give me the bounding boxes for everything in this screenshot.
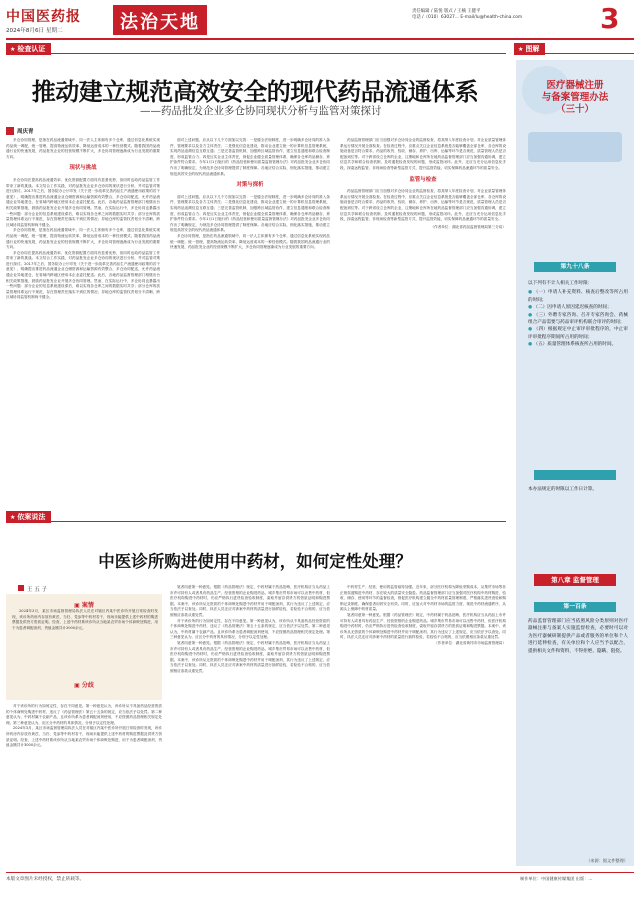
article-item-text: （一）申请人补充资料、核查后整改等所占用的时间； — [528, 290, 629, 303]
section-bar — [6, 44, 506, 54]
case-text — [12, 609, 158, 631]
section-tag — [6, 511, 51, 523]
section-tag — [6, 43, 51, 55]
star-icon: ★ — [10, 46, 16, 53]
bullet-icon: ● — [528, 327, 534, 333]
case-label — [6, 600, 162, 609]
case-affiliation: （作者单位：湖北省黄冈市市场监督管理局） — [434, 640, 506, 645]
paragraph: 药品监督管理部门应当加强对多仓协同企业的监督检查，将其纳入年度检查计划，对企业质量管理体系运行情况开展全面检查。在检查过程中，应重点关注企业信息系统是否能够覆盖全部仓库，各仓库的设施设备是否符合要求，药品的收货、验收、储存、养护、出库、运输等环节是否规范，质量管理人员是否配备到位等。对于跨省设立仓库的企业，注册地和仓库所在地药品监督管理部门应当加强沟通协调，建立信息共享和联合检查机制，及时通报检查发现的问题，形成监管闭环。此外，还应当充分运用信息化手段，探索远程监管、非现场检查等新型监管方式，提升监管效能，切实保障药品流通环节的质量安全。 — [340, 138, 506, 170]
footer-right: 制作单位：中国健康传媒集团 出版：... — [520, 876, 593, 881]
author-marker — [6, 127, 14, 135]
header-rule — [6, 38, 634, 40]
analysis-label — [6, 680, 162, 689]
article-99-body — [528, 486, 628, 493]
paragraph: 药品监督管理部门应当加强对多仓协同企业的监督检查，将其纳入年度检查计划，对企业质量管理体系运行情况开展全面检查。在检查过程中，应重点关注企业信息系统是否能够覆盖全部仓库，各仓库的设施设备是否符合要求，药品的收货、验收、储存、养护、出库、运输等环节是否规范，质量管理人员是否配备到位等。对于跨省设立仓库的企业，注册地和仓库所在地药品监督管理部门应当加强沟通协调，建立信息共享和联合检查机制，及时通报检查发现的问题，形成监管闭环。此外，还应当充分运用信息化手段，探索远程监管、非现场检查等新型监管方式，提升监管效能，切实保障药品流通环节的质量安全。 — [340, 189, 506, 222]
paragraph: 笔者同意第一种意见。根据《药品管理法》规定，中药材属于药品范畴，医疗机构应当从药品上市许可持有人或者具有药品生产、经营资格的企业购进药品。城乡集市贸易市场可以出售中药材，但医疗机构购进中药材时，仍应严格执行进货检查验收制度，索取并留存供货方的资质证明和购进票据。本案中，该诊所从无资质的个体商贩处购进中药材并用于调配汤剂，其行为违反了上述规定，应当依法予以查处。同时，执法人员还应对涉案中药材的质量进行抽样检验，若检验不合格的，应当依照相应条款从重处罚。 — [170, 585, 330, 617]
article-item-text: （三）外聘专家咨询、召开专家咨询会、药械组合产品需要与药品审评机构联合审评的时间； — [528, 312, 629, 326]
bullet-icon: ● — [528, 290, 534, 296]
author-marker — [18, 585, 24, 591]
poster-title-line: 与备案管理办法 — [541, 92, 609, 103]
paragraph: 多仓协同管理，是指在药品流通领域中，同一法人主体拥有多个仓库，通过信息化系统实现药品统一调配、统一管理，提高物流运转效率、降低运营成本的一种经营模式。随着我国药品流通行业的快速发展，药品批发企业的经营规模不断扩大，多仓协同管理逐渐成为行业发展的重要方向。 — [170, 233, 330, 250]
paragraph: 多仓协同在提高药品流通效率、优化资源配置方面具有显著优势，但同时也给药品监管工作带来了新的挑战。本文结合工作实践，对药品批发企业多仓协同的现状进行分析，并对监管对策进行探讨。2017年之后，国务院办公厅印发《关于进一步改革完善药品生产流通使用政策的若干意见》，明确提出推进药品流通企业仓储资源和运输资源有效整合，多仓协同配送，允许药品流通企业异地建仓，在省域内跨地区使用本企业委托配送。此后，各地药品监督管理部门相继出台相关政策措施，鼓励药品批发企业开展多仓协同管理。然而，在实际运行中，多仓协同也暴露出一些问题：部分企业的信息系统建设滞后，难以实现各仓库之间的数据实时共享；部分仓库的质量管理体系运行不规范，存在管理责任落实不到位的情况；异地仓库的监管权责划分不清晰，跨区域协同监管机制尚不健全。 — [6, 250, 160, 300]
contact-line: 电话 /（010）63027... E-mail/lu@health-china.com — [412, 15, 523, 21]
article-col-2 — [170, 138, 330, 251]
paragraph: 多仓协同在提高药品流通效率、优化资源配置方面具有显著优势，但同时也给药品监管工作带来了新的挑战。本文结合工作实践，对药品批发企业多仓协同的现状进行分析，并对监管对策进行探讨。2017年之后，国务院办公厅印发《关于进一步改革完善药品生产流通使用政策的若干意见》，明确提出推进药品流通企业仓储资源和运输资源有效整合，多仓协同配送，允许药品流通企业异地建仓，在省域内跨地区使用本企业委托配送。此后，各地药品监督管理部门相继出台相关政策措施，鼓励药品批发企业开展多仓协同管理。然而，在实际运行中，多仓协同也暴露出一些问题：部分企业的信息系统建设滞后，难以实现各仓库之间的数据实时共享；部分仓库的质量管理体系运行不规范，存在管理责任落实不到位的情况；异地仓库的监管权责划分不清晰，跨区域协同监管机制尚不健全。 — [6, 177, 160, 227]
article-item — [528, 312, 628, 327]
paragraph: 多仓协同管理，是指在药品流通领域中，同一法人主体拥有多个仓库，通过信息化系统实现药品统一调配、统一管理，提高物流运转效率、降低运营成本的一种经营模式。随着我国药品流通行业的快速发展，药品批发企业的经营规模不断扩大，多仓协同管理逐渐成为行业发展的重要方向。 — [6, 228, 160, 250]
chapter-number: 第八章 — [551, 576, 571, 584]
article-98-title: 第九十八条 — [534, 262, 616, 272]
masthead-logo: 中国医药报 — [6, 9, 81, 25]
bullet-icon: ● — [528, 312, 534, 318]
editor-line: 责任编辑 / 陆悦 版式 / 王楠 王健平 — [412, 9, 481, 14]
section-bar — [6, 512, 506, 522]
section-tag-label: 图解 — [525, 45, 540, 53]
article-100-title: 第一百条 — [534, 602, 616, 612]
paragraph: 多仓协同管理，是指在药品流通领域中，同一法人主体拥有多个仓库，通过信息化系统实现药品统一调配、统一管理，提高物流运转效率、降低运营成本的一种经营模式。随着我国药品流通行业的快速发展，药品批发企业的经营规模不断扩大，多仓协同管理逐渐成为行业发展的重要方向。 — [6, 138, 160, 159]
spacer — [0, 552, 6, 566]
case-col-3 — [340, 585, 506, 647]
article-lead: 以下列有不计人相关工作时限： — [528, 281, 593, 286]
author: 周庆青 — [17, 129, 34, 135]
analysis-icon: ▣ — [74, 682, 82, 689]
article-item-text: （五）质量管理体系核查所占用的时间。 — [533, 342, 617, 348]
article-col-3 — [340, 138, 506, 230]
poster-title — [516, 80, 634, 116]
subheadline: ——药品批发企业多仓协同现状分析与监管对策探讨 — [140, 105, 382, 117]
article-99-bar — [534, 470, 616, 480]
bullet-icon: ● — [528, 342, 534, 348]
paragraph: 中药材生产、经营、使用的监管亟待加强。近年来，部分医疗机构为降低采购成本，从集贸市场等非正规渠道购进中药材，存在较大的质量安全隐患。药品监督管理部门应当加强对医疗机构中药材购进、验收、储存、使用等环节的监督检查，督促医疗机构建立健全中药材质量管理制度，严格落实进货查验和购销记录制度，确保患者用药安全有效。同时，应加大对中药材市场的监管力度，规范中药材流通秩序，从源头上保障中药材质量。 — [340, 585, 506, 612]
paragraph: 2024年3月，某区市场监督管理局执法人员在对辖区内某中医诊所开展日常检查时发现，该诊所药房内存放有黄芪、当归、党参等中药材若干，现场未能提供上述中药材的购进票据及供货方资质证明。经查，上述中药材系该诊所从当地某农贸市场个体商贩处购进，用于为患者调配汤剂，货值金额共计3000余元。 — [12, 609, 158, 630]
star-icon: ★ — [518, 46, 524, 53]
paragraph: 笔者同意第一种意见。根据《药品管理法》规定，中药材属于药品范畴，医疗机构应当从药品上市许可持有人或者具有药品生产、经营资格的企业购进药品。城乡集市贸易市场可以出售中药材，但医疗机构购进中药材时，仍应严格执行进货检查验收制度，索取并留存供货方的资质证明和购进票据。本案中，该诊所从无资质的个体商贩处购进中药材并用于调配汤剂，其行为违反了上述规定，应当依法予以查处。同时，执法人员还应对涉案中药材的质量进行抽样检验，若检验不合格的，应当依照相应条款从重处罚。 — [170, 640, 330, 673]
case-label-text: 案情 — [81, 602, 94, 609]
case-icon: ▣ — [74, 602, 82, 609]
poster-title-line: 医疗器械注册 — [546, 80, 604, 91]
article-100-body — [528, 618, 628, 655]
infographic-poster — [516, 60, 634, 866]
subhead-supervision: 监管与检查 — [409, 176, 437, 183]
article-item — [528, 341, 628, 348]
affiliation: （作者单位：湖北省药品监督管理局第三分局） — [430, 224, 506, 229]
issue-date: 2024年8月6日 星期二 — [6, 28, 63, 34]
poster-art — [516, 60, 634, 180]
article-item-text: （四）根据规定中止审评审批程序的，中止审评审批程序期间所占用的时间； — [528, 327, 629, 340]
article-item — [528, 304, 628, 311]
subhead-countermeasures: 对策与探析 — [236, 182, 264, 189]
article-item — [528, 326, 628, 341]
section-tag-label: 检查认证 — [17, 45, 46, 53]
section-tag — [514, 43, 545, 55]
section-title: 法治天地 — [120, 12, 200, 33]
paragraph: 对于该诊所的行为如何定性，存在不同意见。第一种意见认为，该诊所从不具备药品经营资质的个体商贩处购进中药材，违反了《药品管理法》第五十五条的规定，应当依法予以处罚。第二种意见认为，中药材属于农副产品，且该诊所系为患者调配汤剂使用，不应按照药品管理相关规定处理。第三种意见认为，应区分中药材的具体情况，分别予以定性处理。 — [170, 618, 330, 640]
headline: 推动建立规范高效安全的现代药品流通体系 — [31, 78, 479, 106]
star-icon: ★ — [10, 514, 16, 521]
paragraph: 对于该诊所的行为如何定性，存在不同意见。第一种意见认为，该诊所从不具备药品经营资质的个体商贩处购进中药材，违反了《药品管理法》第五十五条的规定，应当依法予以处罚。第二种意见认为，中药材属于农副产品，且该诊所系为患者调配汤剂使用，不应按照药品管理相关规定处理。第三种意见认为，应区分中药材的具体情况，分别予以定性处理。 — [6, 704, 162, 725]
case-headline: 中医诊所购进使用中药材，如何定性处理？ — [98, 552, 412, 571]
footer-rule — [6, 872, 634, 873]
editor-info — [412, 9, 522, 22]
chapter-title — [534, 574, 616, 586]
case-author: 王 五 子 — [27, 587, 47, 593]
article-item-text: （二）因申请人原因延迟核查的时间； — [533, 305, 612, 311]
article-note: 本办法规定的时限以工作日计算。 — [528, 487, 597, 492]
section-tag-label: 依案说法 — [17, 513, 46, 521]
footer-left: 本版文章图片未经授权，禁止转载等。 — [6, 877, 85, 882]
subhead-status: 现状与挑战 — [69, 165, 97, 172]
paragraph: 2024年3月，某区市场监督管理局执法人员在对辖区内某中医诊所开展日常检查时发现，该诊所药房内存放有黄芪、当归、党参等中药材若干，现场未能提供上述中药材的购进票据及供货方资质证明。经查，上述中药材系该诊所从当地某农贸市场个体商贩处购进，用于为患者调配汤剂，货值金额共计3000余元。 — [6, 726, 162, 748]
chapter-name: 监督管理 — [572, 576, 599, 584]
article-col-1 — [6, 138, 160, 301]
analysis-text — [6, 704, 162, 749]
analysis-label-text: 分歧 — [81, 682, 94, 689]
article-98-body — [528, 280, 628, 349]
page-number: 3 — [600, 2, 620, 35]
source-note: （来源：据文件整理） — [586, 858, 628, 863]
case-col-2 — [170, 585, 330, 675]
paragraph: 面对上述问题，应从以下几个方面加以完善：一是健全法规制度，进一步明确多仓协同的准入条件、管理要求以及各方主体责任；二是强化信息化建设，推动企业建立统一的计算机信息管理系统，实现药品追溯信息互联互通；三是完善监管机制，加强跨区域监管协作，建立信息通报和联合检查制度，形成监管合力；四是压实企业主体责任，督促企业健全质量管理体系，确保各仓库药品储存、养护条件符合要求。今年1月1日施行的《药品经营和使用质量监督管理办法》对药品批发企业多仓协同作出了明确规定，为规范多仓协同管理提供了制度保障。各地应结合实际，细化落实措施，推动建立规范高效安全的现代药品流通体系。 — [170, 138, 330, 176]
paragraph: 面对上述问题，应从以下几个方面加以完善：一是健全法规制度，进一步明确多仓协同的准入条件、管理要求以及各方主体责任；二是强化信息化建设，推动企业建立统一的计算机信息管理系统，实现药品追溯信息互联互通；三是完善监管机制，加强跨区域监管协作，建立信息通报和联合检查制度，形成监管合力；四是压实企业主体责任，督促企业健全质量管理体系，确保各仓库药品储存、养护条件符合要求。今年1月1日施行的《药品经营和使用质量监督管理办法》对药品批发企业多仓协同作出了明确规定，为规范多仓协同管理提供了制度保障。各地应结合实际，细化落实措施，推动建立规范高效安全的现代药品流通体系。 — [170, 194, 330, 233]
article-item — [528, 289, 628, 304]
poster-title-line: （三十） — [555, 104, 594, 115]
article-text: 药品监督管理部门应当依照风险分类原则对医疗器械注册与备案人实施监督检查，必要时可以对为医疗器械研制提供产品或者服务的单位和个人进行延伸检查，有关单位和个人应当予以配合，提供相关文件和资料，不得拒绝、隐瞒、阻挠。 — [528, 619, 628, 654]
bullet-icon: ● — [528, 305, 534, 311]
paragraph: 笔者同意第一种意见。根据《药品管理法》规定，中药材属于药品范畴，医疗机构应当从药品上市许可持有人或者具有药品生产、经营资格的企业购进药品。城乡集市贸易市场可以出售中药材，但医疗机构购进中药材时，仍应严格执行进货检查验收制度，索取并留存供货方的资质证明和购进票据。本案中，该诊所从无资质的个体商贩处购进中药材并用于调配汤剂，其行为违反了上述规定，应当依法予以查处。同时，执法人员还应对涉案中药材的质量进行抽样检验，若检验不合格的，应当依照相应条款从重处罚。 — [340, 612, 506, 640]
